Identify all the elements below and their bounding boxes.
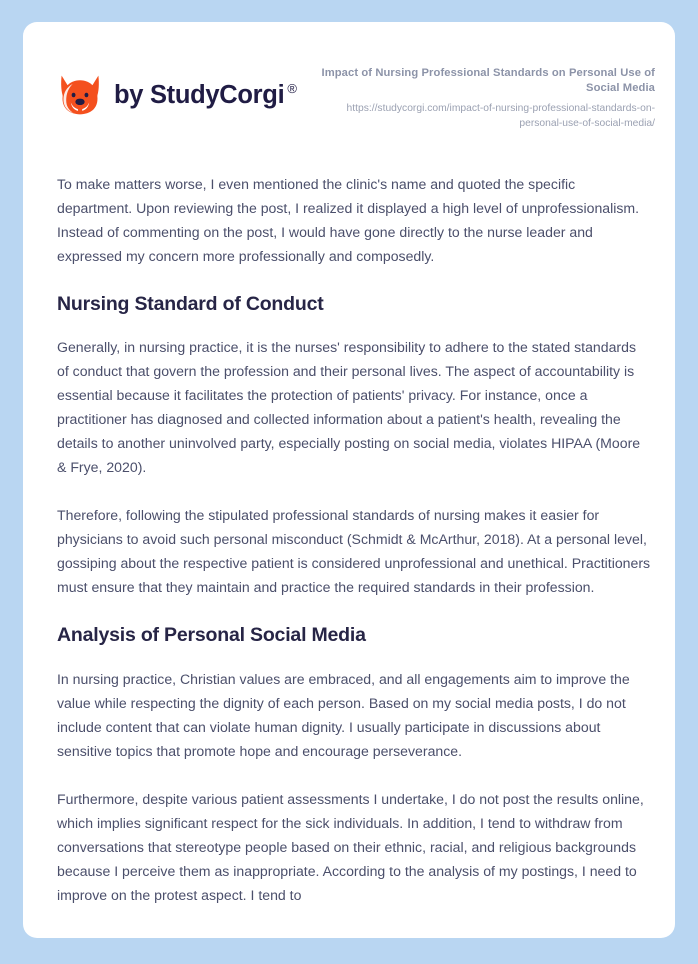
document-header [23,22,675,154]
body-paragraph: In nursing practice, Christian values are embraced, and all engagements aim to improve the value while respecting the dignity of each person. Based on my social media posts, I do not include content that can violate human dignity. I usually participate in discussions about sensitive topics that promote hope and encourage perseverance. [57,670,630,759]
corgi-head-icon [57,72,103,118]
body-paragraph: Furthermore, despite various patient assessments I undertake, I do not post the results online, which implies significant respect for the sick individuals. In addition, I tend to withdraw from conversations that stereotype people based on their ethnic, racial, and religious backgrounds because I perceive them as inappropriate. According to the analysis of my postings, I need to improve on the protest aspect. I tend to [57,790,644,903]
section-heading: Analysis of Personal Social Media [57,624,366,647]
brand-name [114,81,297,110]
body-paragraph: Therefore, following the stipulated professional standards of nursing makes it easier for physicians to avoid such personal misconduct (Schmidt & McArthur, 2018). At a personal level, gossiping about the respective patient is considered unprofessional and unethical. Practitioners must ensure that they maintain and practice the required standards in their profession. [57,507,651,596]
body-paragraph: To make matters worse, I even mentioned the clinic's name and quoted the specific department. Upon reviewing the post, I realized it displayed a high level of unprofessionalism. Instead of commenting on the post, I would have gone directly to the nurse leader and expressed my concern more professionally and composedly. [57,176,640,264]
header-document-meta [315,66,655,131]
brand-name-text: by StudyCorgi [114,80,285,109]
registered-trademark-icon: ® [287,81,297,96]
document-sheet [23,22,675,938]
document-url[interactable]: https://studycorgi.com/impact-of-nursing-professional-standards-on-personal-use-of-social-media/ [346,102,655,129]
document-title: Impact of Nursing Professional Standards on Personal Use of Social Media [321,67,655,95]
body-paragraph: Generally, in nursing practice, it is the nurses' responsibility to adhere to the stated standards of conduct that govern the profession and their personal lives. The aspect of accountability is essential because it facilitates the protection of patients' privacy. For instance, once a practitioner has diagnosed and collected information about a patient's health, revealing the details to another uninvolved party, especially posting on social media, violates HIPAA (Moore & Frye, 2020). [57,339,641,476]
document-body [57,172,651,931]
studycorgi-brand[interactable] [57,72,297,118]
section-heading: Nursing Standard of Conduct [57,293,324,315]
